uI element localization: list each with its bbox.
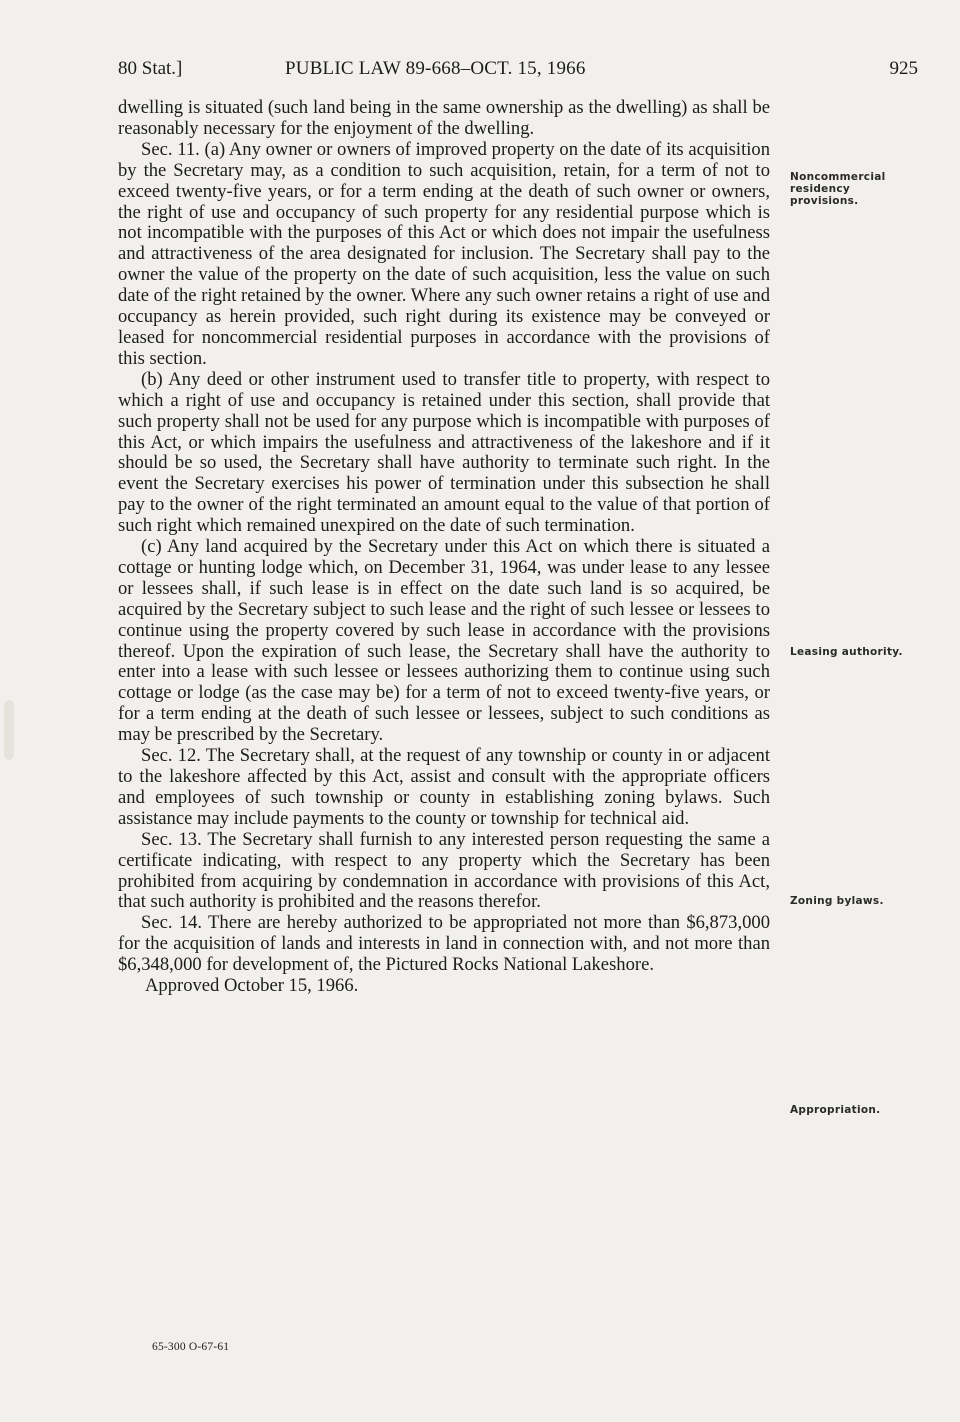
- margin-note-zoning: Zoning bylaws.: [790, 895, 884, 907]
- header-statute-ref: 80 Stat.]: [118, 58, 183, 79]
- approval-line: Approved October 15, 1966.: [145, 975, 359, 997]
- paragraph-continuation: dwelling is situated (such land being in the same ownership as the dwelling) as shall be reasonably necessary for the enjoyment of the dwelling.: [118, 97, 770, 139]
- paragraph-sec-11c: (c) Any land acquired by the Secretary under this Act on which there is situated a cottage or hunting lodge which, on December 31, 1964, was under lease to any lessee or lessees shall, if such lease is in effect on the date such land is so acquired, be acquired by the Secretary subject to such lease and the right of such lessee or lessees to continue using the property covered by such lease in accordance with the provisions thereof. Upon the expiration of such lease, the Secretary shall have the authority to enter into a lease with such lessee or lessees authorizing them to continue using such cottage or lodge (as the case may be) for a term of not to exceed twenty-five years, or for a term ending at the death of such lessee or lessees, subject to such conditions as may be prescribed by the Secretary.: [118, 536, 770, 746]
- margin-note-leasing: Leasing authority.: [790, 646, 903, 658]
- paragraph-sec-13: Sec. 13. The Secretary shall furnish to any interested person requesting the same a certificate indicating, with respect to any property which the Secretary has been prohibited from acquiring by condemnation in accordance with provisions of this Act, that such authority is prohibited and the reasons therefor.: [118, 828, 770, 913]
- margin-note-appropriation: Appropriation.: [790, 1104, 881, 1116]
- page-number: 925: [889, 58, 918, 79]
- paragraph-sec-14: Sec. 14. There are hereby authorized to be appropriated not more than $6,873,000 for the acquisition of lands and interests in land in connection with, and not more than $6,348,000 for development of, the Pictured Rocks National Lakeshore.: [118, 912, 770, 976]
- paragraph-sec-11a: Sec. 11. (a) Any owner or owners of improved property on the date of its acquisition by the Secretary may, as a condition to such acquisition, retain, for a term of not to exceed twenty-five years, or for a term ending at the death of such owner or owners, the right of use and occupancy of such property for any residential purpose which is not incompatible with the purposes of this Act or which does not impair the usefulness and attractiveness of the area designated for inclusion. The Secretary shall pay to the owner the value of the property on the date of such acquisition, less the value on such date of the right retained by the owner. Where any such owner retains a right of use and occupancy as herein provided, such right during its existence may be conveyed or leased for noncommercial residential purposes in accordance with the provisions of this section.: [118, 138, 770, 369]
- body-text: [118, 98, 770, 997]
- print-code-footer: 65-300 O-67-61: [152, 1341, 230, 1353]
- margin-note-residency: Noncommercial residency provisions.: [790, 171, 886, 207]
- paragraph-sec-12: Sec. 12. The Secretary shall, at the request of any township or county in or adjacent to the lakeshore affected by this Act, assist and consult with the appropriate officers and employees of such township or county in establishing zoning bylaws. Such assistance may include payments to the county or township for technical aid.: [118, 745, 770, 829]
- running-header: [118, 58, 918, 86]
- header-title: PUBLIC LAW 89-668–OCT. 15, 1966: [285, 58, 586, 79]
- binding-shadow: [4, 700, 14, 760]
- paragraph-sec-11b: (b) Any deed or other instrument used to transfer title to property, with respect to which a right of use and occupancy is retained under this section, shall provide that such property shall not be used for any purpose which is incompatible with purposes of this Act, or which impairs the usefulness and attractiveness of the lakeshore and if it should be so used, the Secretary shall have authority to terminate such right. In the event the Secretary exercises his power of termination under this subsection he shall pay to the owner of the right terminated an amount equal to the value of that portion of such right which remained unexpired on the date of such termination.: [118, 368, 770, 537]
